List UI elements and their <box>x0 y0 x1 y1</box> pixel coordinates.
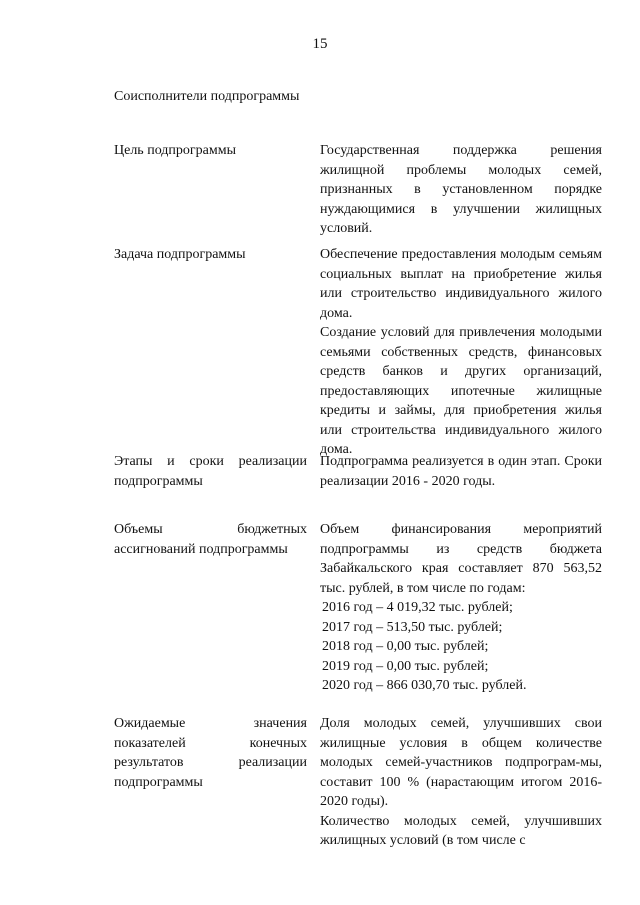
budget-year-2017: 2017 год – 513,50 тыс. рублей; <box>322 619 503 635</box>
stages-text: Подпрограмма реализуется в один этап. Сроки реализации 2016 - 2020 годы. <box>320 454 602 489</box>
label-stages <box>114 452 307 491</box>
budget-years-list <box>320 598 602 696</box>
budget-year-2016: 2016 год – 4 019,32 тыс. рублей; <box>322 600 513 615</box>
budget-year-2020: 2020 год – 866 030,70 тыс. рублей. <box>322 678 527 693</box>
task-text-1: Обеспечение предоставления молодым семьям социальных выплат на приобретение жилья или строительство индивидуального жилого дома. <box>320 247 602 321</box>
value-goal <box>320 141 602 239</box>
value-expected-results <box>320 714 602 851</box>
budget-text: Объем финансирования мероприятий подпрограммы из средств бюджета Забайкальского края составляет 870 563,52 тыс. рублей, в том числе по годам: <box>320 522 602 596</box>
value-task <box>320 245 602 460</box>
page-number: 15 <box>312 36 328 52</box>
expected-text-2: Количество молодых семей, улучшивших жилищных условий (в том числе с <box>320 813 602 848</box>
goal-text: Государственная поддержка решения жилищной проблемы молодых семей, признанных в установленном порядке нуждающимися в улучшении жилищных условий. <box>320 143 602 236</box>
budget-year-2018: 2018 год – 0,00 тыс. рублей; <box>322 639 489 654</box>
label-co-executors: Соисполнители подпрограммы <box>114 89 300 104</box>
value-stages <box>320 452 602 491</box>
task-text-2: Создание условий для привлечения молодыми семьями собственных средств, финансовых средств банков и других организаций, предоставляющих ипотечные жилищные кредиты и займы, для приобретения жилья или строительства индивидуального жилого дома. <box>320 325 602 457</box>
label-expected-results: Ожидаемые значения показателей конечных результатов реализации подпрограммы <box>114 716 307 790</box>
value-budget <box>320 520 602 696</box>
expected-text-1: Доля молодых семей, улучшивших свои жилищные условия в общем количестве молодых семей-участников подпрограм-мы, составит 100 % (нарастающим итогом 2016-2020 годы). <box>320 716 602 809</box>
label-stages-text: Этапы и сроки реализации подпрограммы <box>114 454 307 489</box>
budget-year-2019: 2019 год – 0,00 тыс. рублей; <box>322 658 489 674</box>
label-budget: Объемы бюджетных ассигнований подпрограммы <box>114 522 307 557</box>
label-goal: Цель подпрограммы <box>114 143 236 158</box>
label-task: Задача подпрограммы <box>114 247 246 262</box>
